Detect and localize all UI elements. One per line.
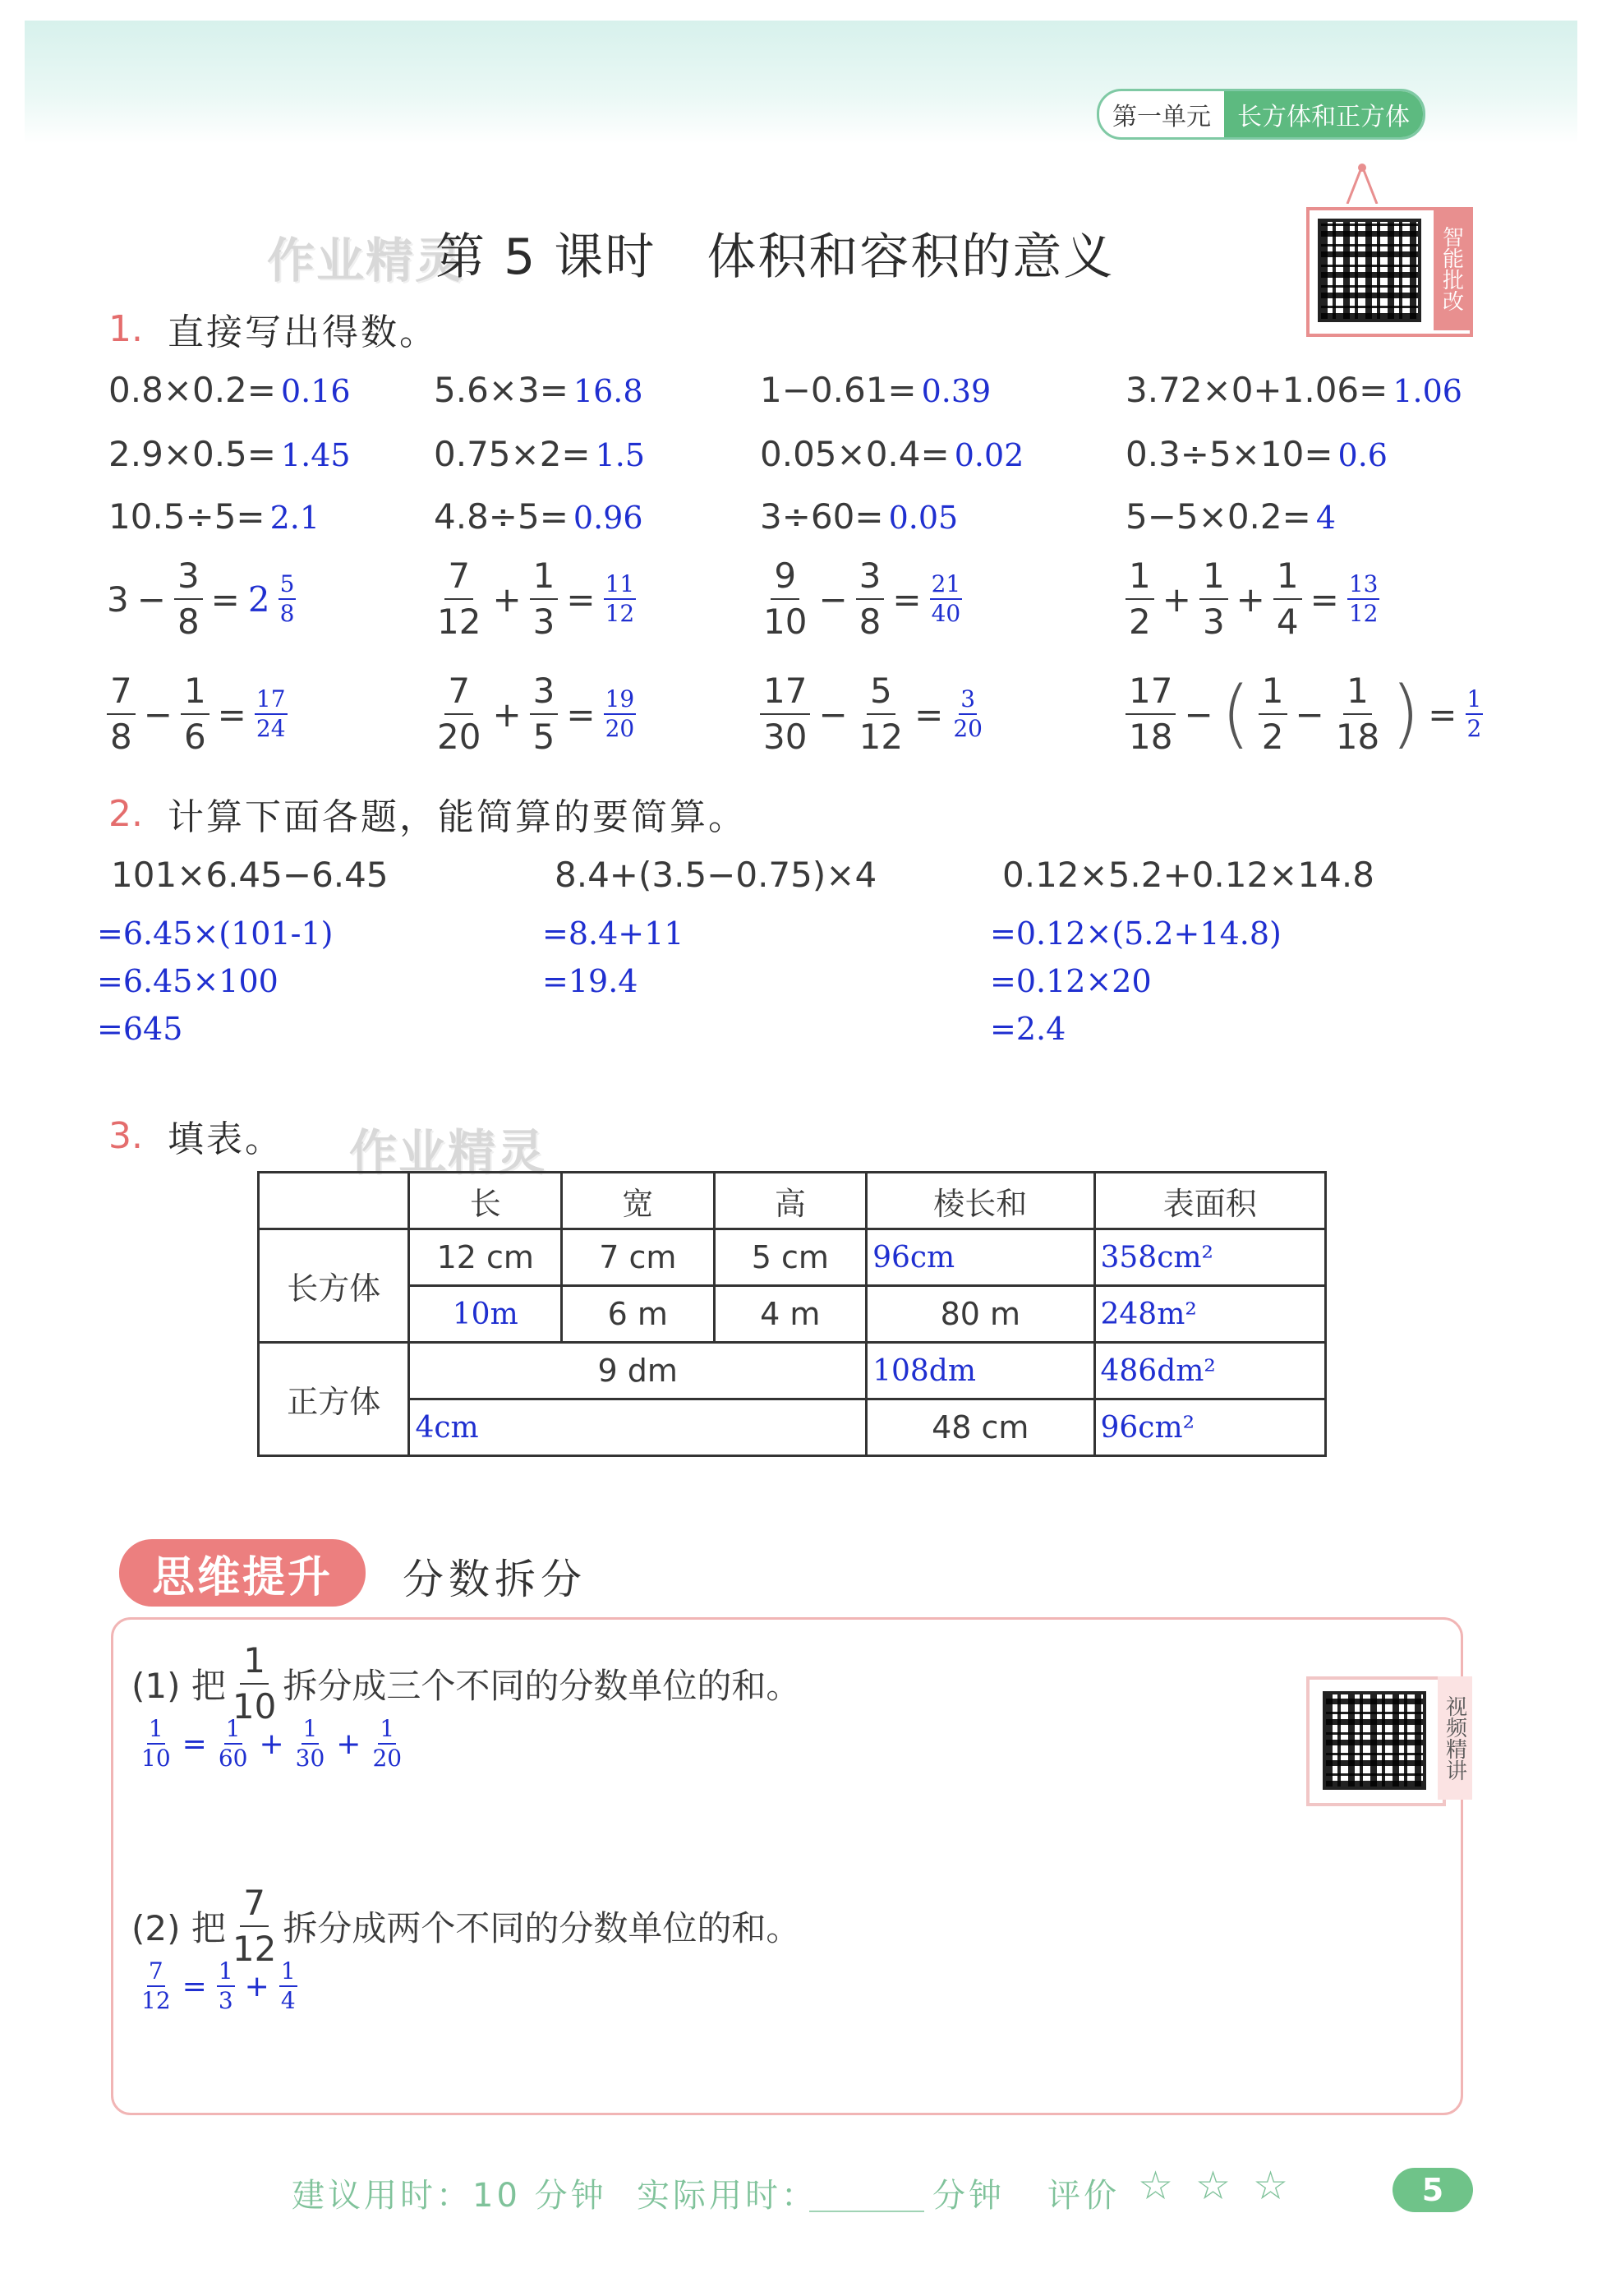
star-icon[interactable]: ☆ — [1138, 2163, 1174, 2209]
whole: 3 — [107, 579, 129, 620]
answer-fraction: $\frac{1}{30}$ — [295, 1715, 325, 1772]
section3-title: 填表。 — [167, 1118, 283, 1160]
fraction-problem-7 — [760, 671, 984, 757]
question-text: 拆分成三个不同的分数单位的和。 — [283, 1666, 801, 1706]
lesson-title: 第 5 课时 体积和容积的意义 — [435, 228, 1115, 286]
unit-label: 第一单元 — [1112, 103, 1211, 131]
fraction-problem-8 — [1126, 671, 1483, 757]
step: =0.12×20 — [990, 963, 1152, 999]
operator: − — [818, 694, 848, 735]
thinking-question-2 — [131, 1883, 801, 1969]
answer-cell[interactable]: 486dm² — [1094, 1343, 1326, 1399]
header-cell: 长 — [409, 1173, 562, 1229]
fraction: $\frac{1}{3}$ — [530, 559, 559, 639]
operator: + — [1236, 579, 1265, 620]
answer-fraction: $\frac{1}{4}$ — [280, 1957, 296, 2014]
arith-question: 1−0.61= — [760, 370, 917, 410]
table-row — [259, 1343, 1326, 1399]
fill-table — [257, 1171, 1327, 1457]
cuboid-label: 长方体 — [259, 1229, 409, 1343]
fraction: $\frac{9}{10}$ — [763, 556, 808, 642]
arith-answer: 0.02 — [954, 437, 1024, 473]
arith-answer: 16.8 — [573, 373, 643, 409]
qr-icon — [1323, 1691, 1426, 1790]
equals: = — [892, 579, 922, 620]
operator: + — [492, 579, 522, 620]
fraction: $\frac{17}{18}$ — [1126, 674, 1176, 754]
table-corner — [259, 1173, 409, 1229]
fraction: $\frac{3}{5}$ — [530, 674, 559, 754]
qr-tag-grading: 智能批改 — [1434, 207, 1470, 330]
step: =6.45×100 — [97, 963, 279, 999]
answer-fraction: $\frac{17}{24}$ — [255, 685, 286, 742]
arith-answer: 0.6 — [1337, 437, 1388, 473]
operator: − — [136, 579, 166, 620]
plus: + — [244, 1969, 269, 2003]
header-cell: 高 — [714, 1173, 867, 1229]
fraction: $\frac{7}{20}$ — [437, 671, 481, 757]
arith-item — [760, 496, 958, 537]
arith-item — [1126, 496, 1336, 537]
equals: = — [182, 1727, 207, 1761]
fraction-problem-4 — [1126, 556, 1379, 642]
arith-question: 0.3÷5×10= — [1126, 434, 1333, 474]
arith-item — [1126, 434, 1388, 474]
arith-item — [434, 496, 643, 537]
fraction-problem-1 — [107, 556, 296, 642]
equals: = — [182, 1969, 207, 2003]
answer-fraction: $\frac{3}{20}$ — [953, 685, 983, 742]
actual-time-blank[interactable] — [809, 2211, 924, 2212]
operator: − — [1184, 694, 1213, 735]
answer-fraction: $\frac{11}{12}$ — [605, 570, 635, 627]
fraction-problem-6 — [434, 671, 636, 757]
footer-suggested-time: 建议用时：10 分钟 — [292, 2177, 607, 2215]
thinking-question-1 — [131, 1640, 801, 1727]
fraction: $\frac{1}{3}$ — [1199, 559, 1228, 639]
operator: − — [143, 694, 173, 735]
operator: − — [818, 579, 848, 620]
arith-item — [1126, 370, 1462, 410]
equals: = — [1428, 694, 1457, 735]
arith-answer: 0.39 — [921, 373, 992, 409]
arith-answer: 0.05 — [888, 500, 959, 536]
cube-label: 正方体 — [259, 1343, 409, 1456]
arith-item — [760, 370, 991, 410]
answer-cell[interactable]: 108dm — [867, 1343, 1094, 1399]
arith-answer: 1.06 — [1393, 373, 1462, 409]
left-paren: ( — [1221, 671, 1250, 757]
calc-solution-3 — [990, 910, 1282, 1053]
fraction-problem-3 — [760, 556, 962, 642]
arith-question: 0.75×2= — [434, 434, 591, 474]
arith-answer: 4 — [1315, 500, 1336, 536]
fraction: $\frac{7}{12}$ — [437, 556, 481, 642]
answer-whole: 2 — [247, 579, 270, 620]
arith-question: 0.05×0.4= — [760, 434, 950, 474]
arith-item — [434, 370, 643, 410]
section1-title: 直接写出得数。 — [167, 311, 438, 353]
answer-cell[interactable]: 10m — [409, 1286, 562, 1343]
header-cell: 宽 — [562, 1173, 715, 1229]
arith-question: 5.6×3= — [434, 370, 569, 410]
answer-fraction: $\frac{21}{40}$ — [931, 570, 961, 627]
section1-heading — [108, 302, 438, 355]
calc-problem-1: 101×6.45−6.45 — [111, 855, 389, 895]
arith-item — [760, 434, 1024, 474]
unit-tag — [1097, 89, 1425, 140]
section1-number: 1. — [108, 307, 143, 350]
fraction: $\frac{1}{6}$ — [181, 674, 209, 754]
operator: − — [1295, 694, 1324, 735]
answer-fraction: $\frac{1}{3}$ — [218, 1957, 233, 2014]
answer-cell[interactable]: 96cm² — [1094, 1399, 1326, 1456]
qr-code-video[interactable] — [1306, 1676, 1446, 1806]
table-cell: 6 m — [562, 1286, 715, 1343]
fraction: $\frac{1}{18}$ — [1335, 671, 1380, 757]
thinking-badge: 思维提升 — [119, 1539, 366, 1607]
table-row — [259, 1286, 1326, 1343]
footer-rating: 评价 — [1047, 2177, 1120, 2215]
step: =19.4 — [542, 963, 638, 999]
answer-fraction: $\frac{19}{20}$ — [605, 685, 635, 742]
watermark: 作业精灵 — [349, 1124, 547, 1180]
section2-number: 2. — [108, 792, 143, 835]
answer-cell[interactable]: 96cm — [867, 1229, 1094, 1286]
fraction: $\frac{3}{8}$ — [856, 559, 885, 639]
answer-fraction: $\frac{5}{8}$ — [279, 570, 295, 627]
fraction: $\frac{17}{30}$ — [760, 674, 810, 754]
operator: + — [1162, 579, 1191, 620]
answer-fraction: $\frac{7}{12}$ — [141, 1957, 171, 2014]
right-paren: ) — [1391, 671, 1420, 757]
step: =8.4+11 — [542, 915, 684, 952]
table-cell: 48 cm — [867, 1399, 1094, 1456]
step: =645 — [97, 1011, 183, 1047]
arith-item — [108, 370, 351, 410]
fraction: $\frac{5}{12}$ — [859, 671, 904, 757]
star-icon[interactable]: ☆ — [1253, 2163, 1289, 2209]
header-cell: 棱长和 — [867, 1173, 1094, 1229]
thinking-answer-2 — [140, 1957, 297, 2014]
arith-question: 3.72×0+1.06= — [1126, 370, 1388, 410]
watermark: 作业精灵 — [267, 233, 465, 288]
answer-fraction: $\frac{1}{10}$ — [141, 1715, 171, 1772]
section2-title: 计算下面各题，能简算的要简算。 — [167, 796, 747, 838]
thinking-title: 分数拆分 — [403, 1556, 587, 1603]
fraction: $\frac{7}{12}$ — [232, 1883, 277, 1969]
answer-fraction: $\frac{1}{60}$ — [218, 1715, 248, 1772]
calc-solution-2 — [542, 910, 684, 1005]
question-prefix: (1) 把 — [131, 1666, 226, 1706]
plus: + — [336, 1727, 361, 1761]
arith-answer: 0.16 — [280, 373, 351, 409]
arith-item — [434, 434, 645, 474]
unit-topic: 长方体和正方体 — [1224, 91, 1423, 137]
arith-answer: 1.45 — [280, 437, 351, 473]
fraction: $\frac{7}{8}$ — [107, 674, 136, 754]
operator: + — [492, 694, 522, 735]
footer-minute: 分钟 — [932, 2177, 1005, 2215]
fraction-problem-5 — [107, 671, 288, 757]
answer-fraction: $\frac{13}{12}$ — [1348, 570, 1379, 627]
table-cell: 12 cm — [409, 1229, 562, 1286]
fraction: $\frac{3}{8}$ — [174, 559, 203, 639]
answer-cell[interactable]: 248m² — [1094, 1286, 1326, 1343]
table-cell: 4 m — [714, 1286, 867, 1343]
answer-fraction: $\frac{1}{20}$ — [372, 1715, 403, 1772]
page-number: 5 — [1393, 2168, 1473, 2212]
table-row — [259, 1229, 1326, 1286]
section3-number: 3. — [108, 1114, 143, 1157]
header-cell: 表面积 — [1094, 1173, 1326, 1229]
answer-cell[interactable]: 4cm — [409, 1399, 867, 1456]
table-cell: 7 cm — [562, 1229, 715, 1286]
table-cell: 5 cm — [714, 1229, 867, 1286]
equals: = — [914, 694, 944, 735]
plus: + — [259, 1727, 284, 1761]
arith-question: 5−5×0.2= — [1126, 496, 1311, 537]
question-prefix: (2) 把 — [131, 1908, 226, 1948]
answer-fraction: $\frac{1}{2}$ — [1466, 685, 1482, 742]
arith-item — [108, 496, 320, 537]
calc-solution-1 — [97, 910, 334, 1053]
arith-question: 10.5÷5= — [108, 496, 265, 537]
section2-heading — [108, 787, 747, 840]
calc-problem-2: 8.4+(3.5−0.75)×4 — [555, 855, 877, 895]
arith-question: 2.9×0.5= — [108, 434, 276, 474]
question-text: 拆分成两个不同的分数单位的和。 — [283, 1908, 801, 1948]
equals: = — [1310, 579, 1339, 620]
equals: = — [210, 579, 240, 620]
fraction: $\frac{1}{2}$ — [1126, 559, 1154, 639]
section3-heading — [108, 1109, 283, 1162]
fraction: $\frac{1}{4}$ — [1273, 559, 1302, 639]
step: =6.45×(101-1) — [97, 915, 334, 952]
arith-item — [108, 434, 351, 474]
hanger-icon — [1346, 163, 1379, 204]
step: =2.4 — [990, 1011, 1066, 1047]
table-row — [259, 1399, 1326, 1456]
equals: = — [217, 694, 246, 735]
thinking-answer-1 — [140, 1717, 403, 1770]
footer-actual-time: 实际用时： — [637, 2177, 817, 2215]
arith-question: 4.8÷5= — [434, 496, 569, 537]
step: =0.12×(5.2+14.8) — [990, 915, 1282, 952]
equals: = — [566, 579, 596, 620]
table-cell: 9 dm — [409, 1343, 867, 1399]
arith-answer: 2.1 — [269, 500, 320, 536]
qr-tag-video: 视频精讲 — [1438, 1676, 1472, 1800]
qr-icon — [1318, 219, 1421, 322]
answer-cell[interactable]: 358cm² — [1094, 1229, 1326, 1286]
fraction: $\frac{1}{2}$ — [1259, 674, 1287, 754]
arith-question: 0.8×0.2= — [108, 370, 276, 410]
fraction-problem-2 — [434, 556, 636, 642]
arith-answer: 1.5 — [595, 437, 646, 473]
calc-problem-3: 0.12×5.2+0.12×14.8 — [1002, 855, 1374, 895]
table-header-row — [259, 1173, 1326, 1229]
arith-answer: 0.96 — [573, 500, 643, 536]
table-cell: 80 m — [867, 1286, 1094, 1343]
arith-question: 3÷60= — [760, 496, 884, 537]
star-icon[interactable]: ☆ — [1195, 2163, 1231, 2209]
equals: = — [566, 694, 596, 735]
fraction: $\frac{1}{10}$ — [232, 1640, 277, 1727]
